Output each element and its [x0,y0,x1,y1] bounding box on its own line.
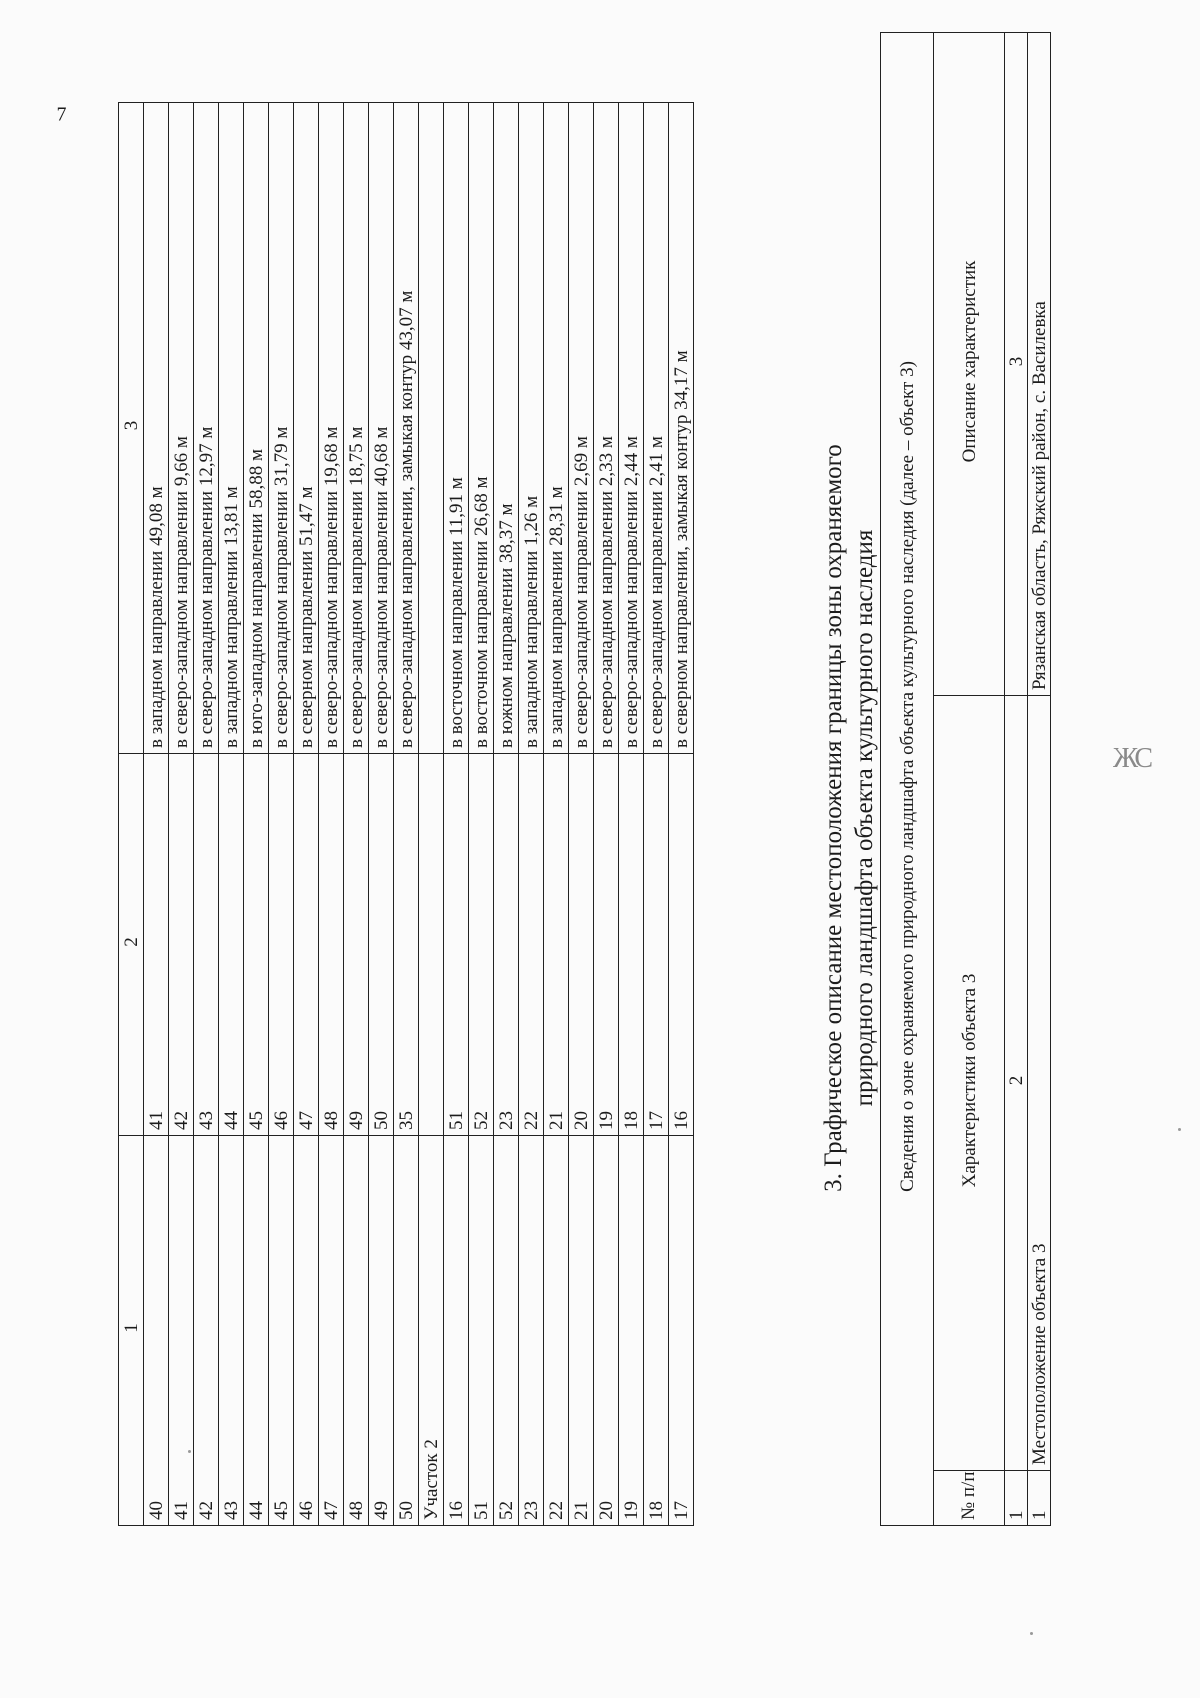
cell-c2: 42 [169,754,194,1136]
header-characteristics: Характеристики объекта 3 [934,696,1005,1471]
cell-c2: 21 [544,754,569,1136]
cell-c2: 20 [569,754,594,1136]
header-number: № п/п [934,1471,1005,1526]
table-row [544,103,569,1526]
stamp-mark: ЖС [1113,743,1151,774]
table-row [319,103,344,1526]
cell-c2: 22 [519,754,544,1136]
row-number: 1 [1028,1471,1051,1526]
cell-c1: 23 [519,1136,544,1526]
table-row [369,103,394,1526]
cell-c3: в северо-западном направлении 2,44 м [619,103,644,754]
section-label: Участок 2 [419,1136,444,1526]
cell-c3: в северо-западном направлении 2,69 м [569,103,594,754]
cell-c1: 41 [169,1136,194,1526]
cell-c2: 43 [194,754,219,1136]
table-row [194,103,219,1526]
cell-c1: 21 [569,1136,594,1526]
table-row [669,103,694,1526]
cell-c3: в северо-западном направлении 31,79 м [269,103,294,754]
table-row [244,103,269,1526]
coordinates-table [118,102,694,1526]
cell-c3: в северо-западном направлении 12,97 м [194,103,219,754]
table-row [569,103,594,1526]
table-row [269,103,294,1526]
cell-c2: 50 [369,754,394,1136]
cell-c2: 48 [319,754,344,1136]
column-number: 2 [1005,696,1028,1471]
cell-c2: 41 [144,754,169,1136]
object-info-table [880,32,1051,1526]
cell-c2: 16 [669,754,694,1136]
cell-c3: в западном направлении 1,26 м [519,103,544,754]
cell-c3: в западном направлении 49,08 м [144,103,169,754]
cell-c1: 18 [644,1136,669,1526]
cell-c2: 47 [294,754,319,1136]
cell-c2: 19 [594,754,619,1136]
cell-c2: 17 [644,754,669,1136]
empty-cell [419,103,444,754]
table-row [519,103,544,1526]
table-row [144,103,169,1526]
cell-c1: 49 [369,1136,394,1526]
row-description: Рязанская область, Ряжский район, с. Василевка [1028,33,1051,696]
table-row [219,103,244,1526]
header-cell: 3 [119,103,144,754]
column-number: 1 [1005,1471,1028,1526]
cell-c2: 44 [219,754,244,1136]
column-number: 3 [1005,33,1028,696]
cell-c2: 49 [344,754,369,1136]
section-title-line2: природного ландшафта объекта культурного наследия [851,529,878,1107]
table-row [444,103,469,1526]
cell-c3: в юго-западном направлении 58,88 м [244,103,269,754]
cell-c2: 51 [444,754,469,1136]
cell-c3: в северо-западном направлении 2,41 м [644,103,669,754]
section-title-line1: 3. Графическое описание местоположения границы зоны охраняемого [820,444,847,1192]
cell-c2: 45 [244,754,269,1136]
cell-c3: в западном направлении 28,31 м [544,103,569,754]
header-cell: 2 [119,754,144,1136]
cell-c2: 35 [394,754,419,1136]
cell-c2: 18 [619,754,644,1136]
cell-c1: 42 [194,1136,219,1526]
cell-c3: в северо-западном направлении 9,66 м [169,103,194,754]
section-row [419,103,444,1526]
cell-c3: в западном направлении 13,81 м [219,103,244,754]
cell-c3: в северо-западном направлении 18,75 м [344,103,369,754]
column-numbers-row [1005,33,1028,1526]
cell-c3: в северо-западном направлении 40,68 м [369,103,394,754]
cell-c1: 22 [544,1136,569,1526]
cell-c1: 48 [344,1136,369,1526]
cell-c1: 40 [144,1136,169,1526]
cell-c1: 46 [294,1136,319,1526]
cell-c3: в северном направлении 51,47 м [294,103,319,754]
table-caption: Сведения о зоне охраняемого природного ландшафта объекта культурного наследия (далее – объект 3) [881,33,934,1526]
table-header-row [119,103,144,1526]
cell-c1: 52 [494,1136,519,1526]
table-header-row [934,33,1005,1526]
table-row [344,103,369,1526]
header-cell: 1 [119,1136,144,1526]
empty-cell [419,754,444,1136]
page-number: 7 [56,103,67,126]
section-title [818,228,880,1408]
cell-c1: 51 [469,1136,494,1526]
cell-c1: 47 [319,1136,344,1526]
table-row [594,103,619,1526]
cell-c1: 50 [394,1136,419,1526]
cell-c2: 46 [269,754,294,1136]
cell-c1: 44 [244,1136,269,1526]
table-row [394,103,419,1526]
scan-speck [188,1450,191,1453]
cell-c1: 20 [594,1136,619,1526]
table-row [469,103,494,1526]
cell-c3: в восточном направлении 26,68 м [469,103,494,754]
cell-c2: 52 [469,754,494,1136]
cell-c3: в северо-западном направлении 2,33 м [594,103,619,754]
table-row [169,103,194,1526]
cell-c3: в южном направлении 38,37 м [494,103,519,754]
cell-c1: 43 [219,1136,244,1526]
row-characteristic: Местоположение объекта 3 [1028,696,1051,1471]
cell-c2: 23 [494,754,519,1136]
table-row [644,103,669,1526]
table-row [294,103,319,1526]
table-row [619,103,644,1526]
header-description: Описание характеристик [934,33,1005,696]
scan-speck [1178,1128,1181,1131]
cell-c1: 45 [269,1136,294,1526]
cell-c3: в северо-западном направлении, замыкая контур 43,07 м [394,103,419,754]
cell-c3: в северном направлении, замыкая контур 34,17 м [669,103,694,754]
cell-c1: 16 [444,1136,469,1526]
cell-c1: 19 [619,1136,644,1526]
table-row [1028,33,1051,1526]
cell-c3: в северо-западном направлении 19,68 м [319,103,344,754]
cell-c3: в восточном направлении 11,91 м [444,103,469,754]
table-row [494,103,519,1526]
scan-speck [1030,1632,1033,1635]
cell-c1: 17 [669,1136,694,1526]
table-caption-row [881,33,934,1526]
